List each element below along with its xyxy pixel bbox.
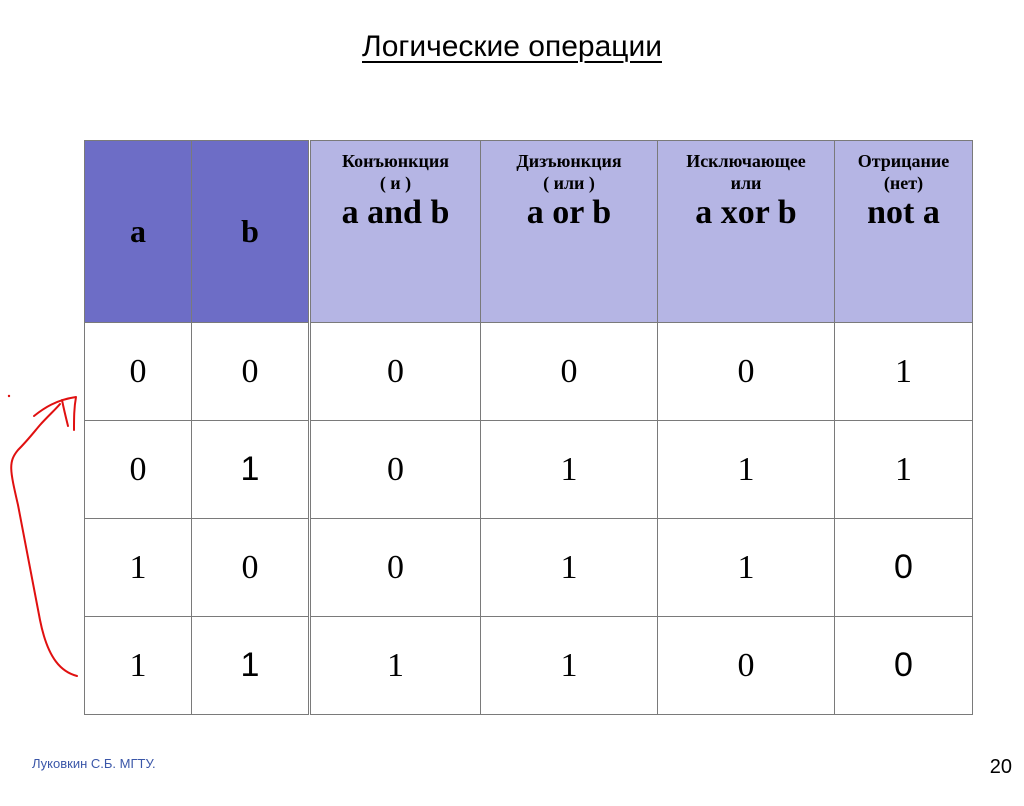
slide-title: Логические операции <box>362 30 662 63</box>
header-or-name: Дизъюнкция <box>516 151 622 171</box>
header-or-sub: ( или ) <box>543 173 595 193</box>
table-row <box>311 519 973 617</box>
header-b: b <box>192 141 309 323</box>
header-xor-sub: или <box>730 173 762 193</box>
cell-b: 1 <box>192 617 309 715</box>
cell-b: 0 <box>192 323 309 421</box>
cell-or: 1 <box>481 617 658 715</box>
cell-xor: 0 <box>658 323 835 421</box>
cell-xor: 1 <box>658 421 835 519</box>
cell-not: 0 <box>835 617 973 715</box>
cell-xor: 0 <box>658 617 835 715</box>
cell-and: 0 <box>311 519 481 617</box>
header-or <box>481 141 658 323</box>
red-arrow-annotation <box>0 0 100 700</box>
header-xor-name: Исключающее <box>686 151 806 171</box>
cell-a: 1 <box>85 519 192 617</box>
cell-not: 0 <box>835 519 973 617</box>
table-row <box>311 323 973 421</box>
header-not-sub: (нет) <box>883 173 924 193</box>
header-or-code: a or b <box>526 194 612 231</box>
table-row <box>85 323 309 421</box>
cell-a: 0 <box>85 421 192 519</box>
annotation-dot <box>8 395 10 397</box>
cell-or: 1 <box>481 421 658 519</box>
header-and-sub: ( и ) <box>379 173 412 193</box>
header-and-code: a and b <box>341 194 450 231</box>
cell-b: 1 <box>192 421 309 519</box>
header-not <box>835 141 973 323</box>
input-table <box>84 140 309 715</box>
header-xor <box>658 141 835 323</box>
cell-and: 1 <box>311 617 481 715</box>
header-not-name: Отрицание <box>857 151 950 171</box>
cell-a: 1 <box>85 617 192 715</box>
annotation-stroke <box>11 404 77 676</box>
table-row <box>311 617 973 715</box>
header-and-name: Конъюнкция <box>342 151 449 171</box>
table-row <box>311 421 973 519</box>
cell-xor: 1 <box>658 519 835 617</box>
cell-not: 1 <box>835 421 973 519</box>
header-not-code: not a <box>867 194 940 231</box>
header-xor-code: a xor b <box>695 194 797 231</box>
cell-or: 0 <box>481 323 658 421</box>
cell-b: 0 <box>192 519 309 617</box>
header-and <box>311 141 481 323</box>
cell-not: 1 <box>835 323 973 421</box>
table-row <box>85 617 309 715</box>
table-row <box>85 421 309 519</box>
operations-table <box>310 140 973 715</box>
page-number: 20 <box>989 756 1012 778</box>
cell-and: 0 <box>311 323 481 421</box>
table-row <box>85 519 309 617</box>
header-a: a <box>85 141 192 323</box>
footer-author: Луковкин С.Б. МГТУ. <box>32 756 156 771</box>
header-row <box>311 141 973 323</box>
cell-and: 0 <box>311 421 481 519</box>
cell-a: 0 <box>85 323 192 421</box>
header-row <box>85 141 309 323</box>
cell-or: 1 <box>481 519 658 617</box>
